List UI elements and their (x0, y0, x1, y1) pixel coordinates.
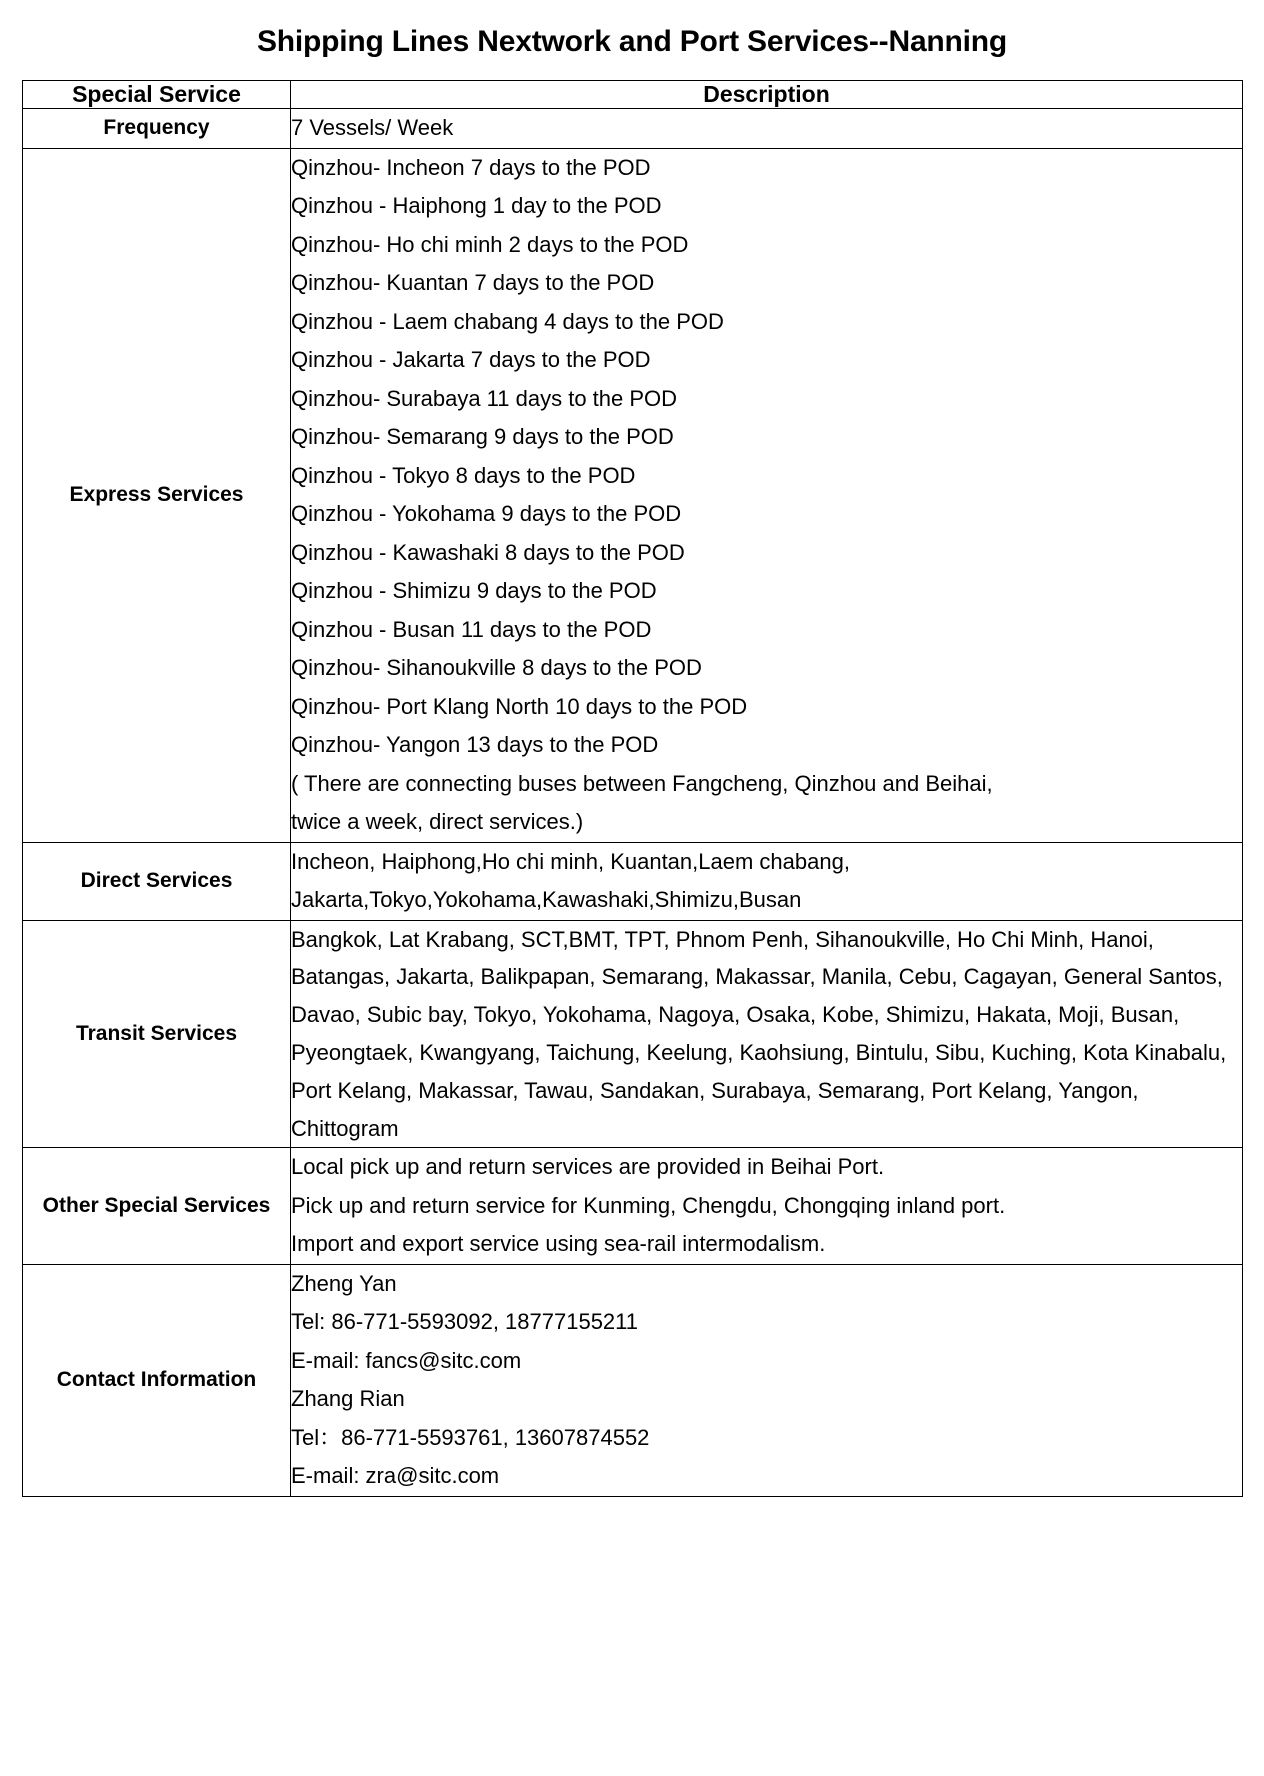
other-special-services-content (291, 1148, 1243, 1265)
contact-line: Zhang Rian (291, 1386, 405, 1412)
transit-services-text: Bangkok, Lat Krabang, SCT,BMT, TPT, Phnom Penh, Sihanoukville, Ho Chi Minh, Hanoi, Batangas, Jakarta, Balikpapan, Semarang, Makassar, Manila, Cebu, Cagayan, General Santos, Davao, Subic bay, Tokyo, Yokohama, Nagoya, Osaka, Kobe, Shimizu, Hakata, Moji, Busan, Pyeongtaek, Kwangyang, Taichung, Keelung, Kaohsiung, Bintulu, Sibu, Kuching, Kota Kinabalu, Port Kelang, Makassar, Tawau, Sandakan, Surabaya, Semarang, Port Kelang, Yangon, Chittogram (291, 926, 1227, 1141)
contact-line: E-mail: zra@sitc.com (291, 1463, 500, 1489)
page-title: Shipping Lines Nextwork and Port Services--Nanning (256, 25, 1008, 58)
contact-line: E-mail: fancs@sitc.com (291, 1347, 522, 1373)
express-route: Qinzhou - Haiphong 1 day to the POD (291, 193, 662, 218)
table-row-other-special-services (23, 1148, 1243, 1265)
contact-information-content (291, 1264, 1243, 1496)
other-special-services-line: Import and export service using sea-rail intermodalism. (291, 1231, 826, 1257)
table-row-direct-services (23, 842, 1243, 920)
table-row-contact-information (23, 1264, 1243, 1496)
row-label-transit-services: Transit Services (23, 920, 291, 1148)
express-route: Qinzhou- Ho chi minh 2 days to the POD (291, 231, 689, 257)
direct-services-content (291, 842, 1243, 920)
express-route: Qinzhou- Yangon 13 days to the POD (291, 732, 659, 757)
express-route: Qinzhou- Incheon 7 days to the POD (291, 154, 651, 180)
express-route: Qinzhou- Sihanoukville 8 days to the POD (291, 655, 702, 680)
table-row-transit-services (23, 920, 1243, 1148)
contact-line: Zheng Yan (291, 1270, 397, 1296)
row-label-other-special-services: Other Special Services (23, 1148, 291, 1265)
row-label-frequency: Frequency (23, 109, 291, 149)
direct-services-line: Incheon, Haiphong,Ho chi minh, Kuantan,Laem chabang, (291, 848, 850, 874)
shipping-services-table (22, 80, 1243, 1497)
express-services-note: ( There are connecting buses between Fangcheng, Qinzhou and Beihai, (291, 770, 993, 796)
document-page (0, 24, 1264, 1776)
express-route: Qinzhou - Kawashaki 8 days to the POD (291, 539, 685, 565)
transit-services-content (291, 920, 1243, 1148)
column-header-special-service: Special Service (23, 81, 291, 109)
express-route: Qinzhou - Yokohama 9 days to the POD (291, 501, 682, 526)
express-route: Qinzhou- Surabaya 11 days to the POD (291, 385, 678, 411)
express-services-content (291, 148, 1243, 842)
express-route: Qinzhou - Busan 11 days to the POD (291, 616, 652, 642)
column-header-description: Description (291, 81, 1243, 109)
express-route: Qinzhou- Kuantan 7 days to the POD (291, 270, 655, 295)
contact-line: Tel: 86-771-5593092, 18777155211 (291, 1309, 639, 1335)
table-row-express-services (23, 148, 1243, 842)
row-label-contact-information: Contact Information (23, 1264, 291, 1496)
other-special-services-line: Local pick up and return services are provided in Beihai Port. (291, 1154, 885, 1180)
express-route: Qinzhou - Jakarta 7 days to the POD (291, 347, 651, 372)
express-route: Qinzhou - Tokyo 8 days to the POD (291, 462, 636, 488)
row-label-direct-services: Direct Services (23, 842, 291, 920)
express-route: Qinzhou - Shimizu 9 days to the POD (291, 578, 657, 603)
express-route: Qinzhou- Semarang 9 days to the POD (291, 424, 674, 449)
other-special-services-line: Pick up and return service for Kunming, Chengdu, Chongqing inland port. (291, 1192, 1006, 1218)
row-label-express-services: Express Services (23, 148, 291, 842)
contact-line: Tel：86-771-5593761, 13607874552 (291, 1424, 650, 1450)
express-route: Qinzhou- Port Klang North 10 days to the POD (291, 693, 748, 719)
direct-services-line: Jakarta,Tokyo,Yokohama,Kawashaki,Shimizu,Busan (291, 887, 802, 912)
frequency-value: 7 Vessels/ Week (291, 109, 1243, 149)
express-route: Qinzhou - Laem chabang 4 days to the POD (291, 308, 724, 334)
table-row-frequency (23, 109, 1243, 149)
express-services-note: twice a week, direct services.) (291, 809, 584, 834)
table-header-row (23, 81, 1243, 109)
